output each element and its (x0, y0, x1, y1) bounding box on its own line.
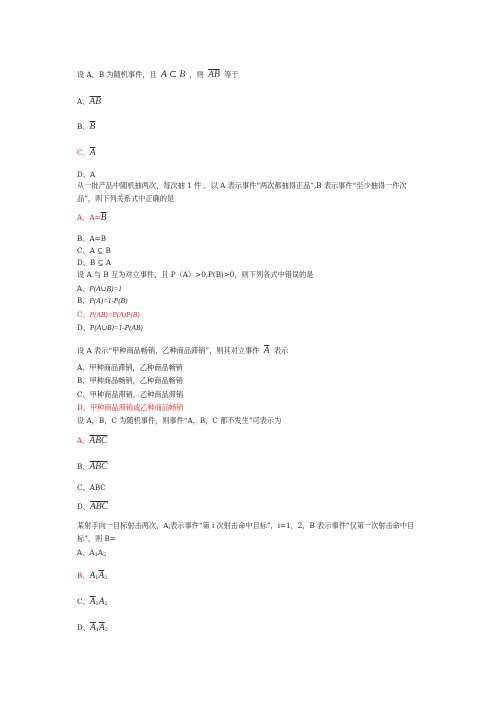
q5-option-b: B、$\overline{ABC}$ (77, 462, 108, 472)
question-3-stem: 设 A 与 B 互为对立事件，且 P（A）>0,P(B)>0，则下列各式中错误的是 (77, 270, 314, 279)
q3-option-d: D、P(A∪B)=1-P(AB) (77, 323, 143, 332)
question-2-stem-line-1: 从一批产品中随机抽两次，每次抽 1 件 。以 A 表示事件“两次都抽得正品”,B 表示事件“至少抽得一件次 (77, 181, 407, 190)
q3-option-b: B、P(A)=1-P(B) (77, 296, 128, 305)
question-1-stem: 设 A，B 为随机事件，且 A ⊂ B ，则 $\overline{AB}$ 等于 (77, 70, 239, 80)
q3-option-c: C、P(AB)=P(A)P(B) (77, 310, 140, 319)
question-4-stem: 设 A 表示“甲种商品畅销，乙种商品滞销”，则其对立事件 $\overline{A}$ 表示 (77, 346, 289, 356)
question-5-stem: 设 A，B，C 为随机事件，则事件“A，B，C 都不发生”可表示为 (77, 416, 282, 425)
q6-option-a: A、$A_1A_2$ (77, 548, 107, 558)
question-6-stem-line-1: 某射手向一目标射击两次，$A_i$表示事件“第 i 次射击命中目标”，i=1，2，B 表示事件“仅第一次射击命中目 (77, 521, 415, 531)
question-2-stem-line-2: 品”，则下列关系式中正确的是 (77, 194, 175, 203)
stem-math-subset: A ⊂ B (161, 70, 186, 80)
q2-option-d: D、B ⊆ A (77, 258, 112, 267)
q5-option-d: D、$\overline{ABC}$ (77, 502, 108, 512)
q6-option-b: B、$A_1\overline{A}_2$ (77, 571, 108, 581)
q2-option-b: B、A=B (77, 234, 106, 243)
q4-option-d: D、甲种商品滞销或乙种商品畅销 (77, 403, 184, 412)
q1-option-b: B、$\overline{B}$ (77, 122, 96, 132)
q4-option-a: A、甲种商品滞销，乙种商品畅销 (77, 363, 183, 372)
q1-option-c: C、$\overline{A}$ (77, 148, 96, 158)
q1-option-d: D、A (77, 170, 96, 179)
q5-option-c: C、ABC (77, 483, 106, 492)
question-6-stem-line-2: 标”，则 B= (77, 534, 116, 543)
q2-option-a: A、$A=\overline{B}$ (77, 213, 107, 223)
q3-option-a: A、P(A∪B)=1 (77, 284, 122, 293)
q5-option-a: A、$\overline{ABC}$ (77, 436, 108, 446)
q2-option-c: C、A ⊆ B (77, 246, 111, 255)
q6-option-d: D、$\overline{A}_1\overline{A}_2$ (77, 623, 108, 633)
q6-option-c: C、$\overline{A}_1A_2$ (77, 597, 108, 607)
stem-math-ab-bar: $\overline{AB}$ (208, 70, 220, 80)
q1-option-a: A、$\overline{AB}$ (77, 97, 101, 107)
q4-option-b: B、甲种商品畅销，乙种商品畅销 (77, 376, 183, 385)
q4-option-c: C、甲种商品滞销，乙种商品滞销 (77, 390, 184, 399)
stem-math-a-bar: $\overline{A}$ (263, 346, 270, 356)
